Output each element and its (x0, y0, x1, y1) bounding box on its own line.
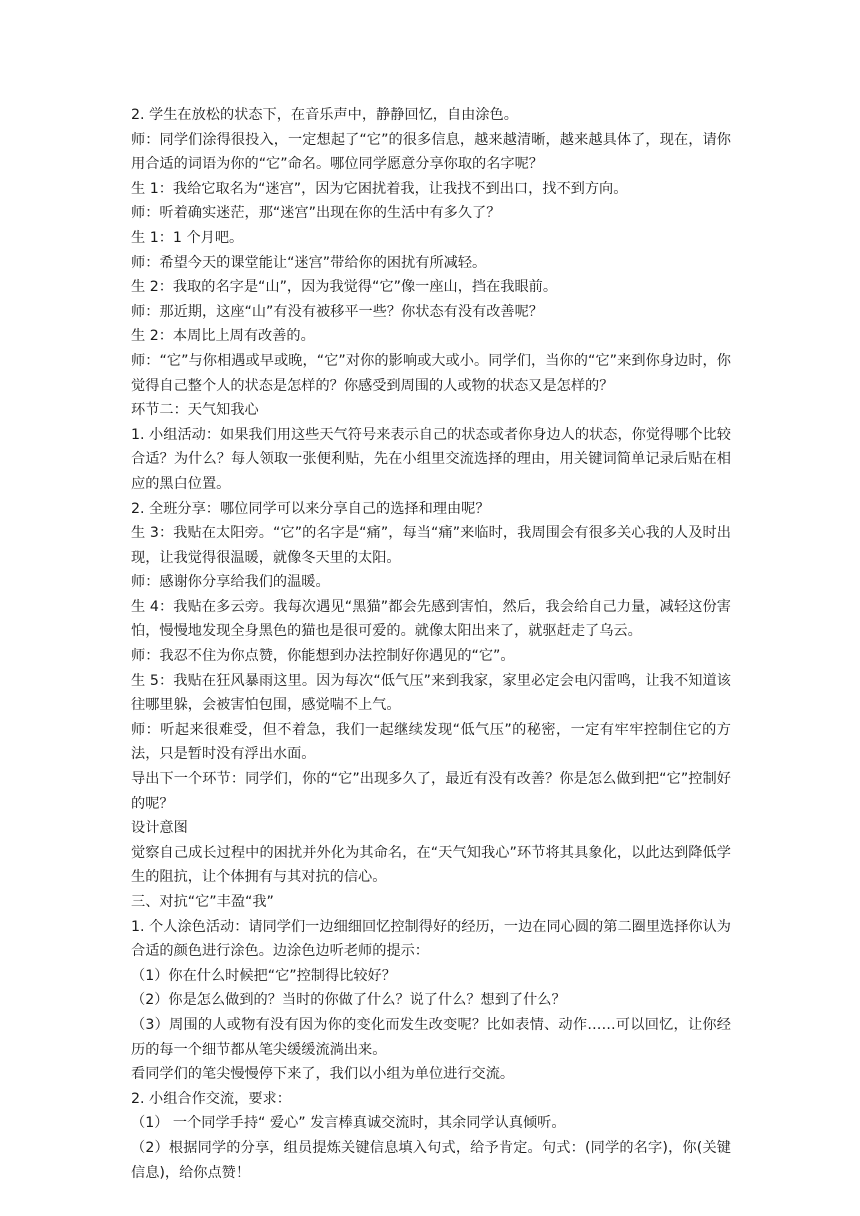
paragraph: （1）你在什么时候把“它”控制得比较好？ (131, 967, 396, 984)
paragraph: （2）根据同学的分享，组员提炼关键信息填入句式，给予肯定。句式：(同学的名字)，你(关键信息)，给你点赞！ (131, 1139, 731, 1181)
paragraph: （1） 一个同学手持“ 爱心” 发言棒真诚交流时，其余同学认真倾听。 (131, 1115, 566, 1132)
paragraph: 生 5：我贴在狂风暴雨这里。因为每次“低气压”来到我家，家里必定会电闪雷鸣，让我不知道该往哪里躲，会被害怕包围，感觉喘不上气。 (131, 672, 731, 714)
paragraph: 生 2：我取的名字是“山”，因为我觉得“它”像一座山，挡在我眼前。 (131, 279, 558, 296)
paragraph: 1. 小组活动：如果我们用这些天气符号来表示自己的状态或者你身边人的状态，你觉得哪个比较合适？为什么？每人领取一张便利贴，先在小组里交流选择的理由，用关键词简单记录后贴在相应的黑白位置。 (131, 426, 731, 492)
paragraph: 生 1：1 个月吧。 (131, 229, 244, 246)
paragraph: 生 4：我贴在多云旁。我每次遇见“黑猫”都会先感到害怕，然后，我会给自己力量，减轻这份害怕，慢慢地发现全身黑色的猫也是很可爱的。就像太阳出来了，就驱赶走了乌云。 (131, 598, 731, 640)
document-body (131, 103, 731, 1185)
paragraph: 看同学们的笔尖慢慢停下来了，我们以小组为单位进行交流。 (131, 1066, 515, 1083)
paragraph: 1. 个人涂色活动：请同学们一边细细回忆控制得好的经历，一边在同心圆的第二圈里选择你认为合适的颜色进行涂色。边涂色边听老师的提示： (131, 918, 731, 960)
section-heading: 设计意图 (131, 820, 188, 837)
paragraph: 师：“它”与你相遇或早或晚，“它”对你的影响或大或小。同学们，当你的“它”来到你身边时，你觉得自己整个人的状态是怎样的？你感受到周围的人或物的状态又是怎样的？ (131, 352, 731, 394)
paragraph: 2. 全班分享：哪位同学可以来分享自己的选择和理由呢？ (131, 500, 490, 517)
paragraph: 2. 小组合作交流，要求： (131, 1090, 291, 1107)
paragraph: 师：听起来很难受，但不着急，我们一起继续发现“低气压”的秘密，一定有牢牢控制住它的方法，只是暂时没有浮出水面。 (131, 721, 731, 763)
paragraph: （2）你是怎么做到的？当时的你做了什么？说了什么？想到了什么？ (131, 992, 566, 1009)
paragraph: 生 1：我给它取名为“迷宫”，因为它困扰着我，让我找不到出口，找不到方向。 (131, 180, 628, 197)
paragraph: 师：我忍不住为你点赞，你能想到办法控制好你遇见的“它”。 (131, 648, 515, 665)
paragraph: 师：感谢你分享给我们的温暖。 (131, 574, 330, 591)
paragraph: 2. 学生在放松的状态下，在音乐声中，静静回忆，自由涂色。 (131, 107, 518, 123)
paragraph: 师：同学们涂得很投入，一定想起了“它”的很多信息，越来越清晰，越来越具体了，现在，请你用合适的词语为你的“它”命名。哪位同学愿意分享你取的名字呢？ (131, 131, 731, 173)
paragraph: 导出下一个环节：同学们，你的“它”出现多久了，最近有没有改善？你是怎么做到把“它”控制好的呢？ (131, 771, 731, 812)
section-heading: 三、对抗“它”丰盈“我” (131, 894, 274, 910)
paragraph: （3）周围的人或物有没有因为你的变化而发生改变呢？比如表情、动作……可以回忆，让你经历的每一个细节都从笔尖缓缓流淌出来。 (131, 1016, 731, 1058)
paragraph: 觉察自己成长过程中的困扰并外化为其命名，在“天气知我心”环节将其具象化，以此达到降低学生的阻抗，让个体拥有与其对抗的信心。 (131, 844, 731, 886)
paragraph: 师：那近期，这座“山”有没有被移平一些？你状态有没有改善呢？ (131, 303, 543, 320)
paragraph: 生 3：我贴在太阳旁。“它”的名字是“痛”，每当“痛”来临时，我周围会有很多关心我的人及时出现，让我觉得很温暖，就像冬天里的太阳。 (131, 525, 731, 566)
section-heading: 环节二：天气知我心 (131, 402, 259, 419)
paragraph: 师：听着确实迷茫，那“迷宫”出现在你的生活中有多久了？ (131, 205, 501, 222)
paragraph: 生 2：本周比上周有改善的。 (131, 328, 315, 345)
paragraph: 师：希望今天的课堂能让“迷宫”带给你的困扰有所减轻。 (131, 254, 487, 271)
